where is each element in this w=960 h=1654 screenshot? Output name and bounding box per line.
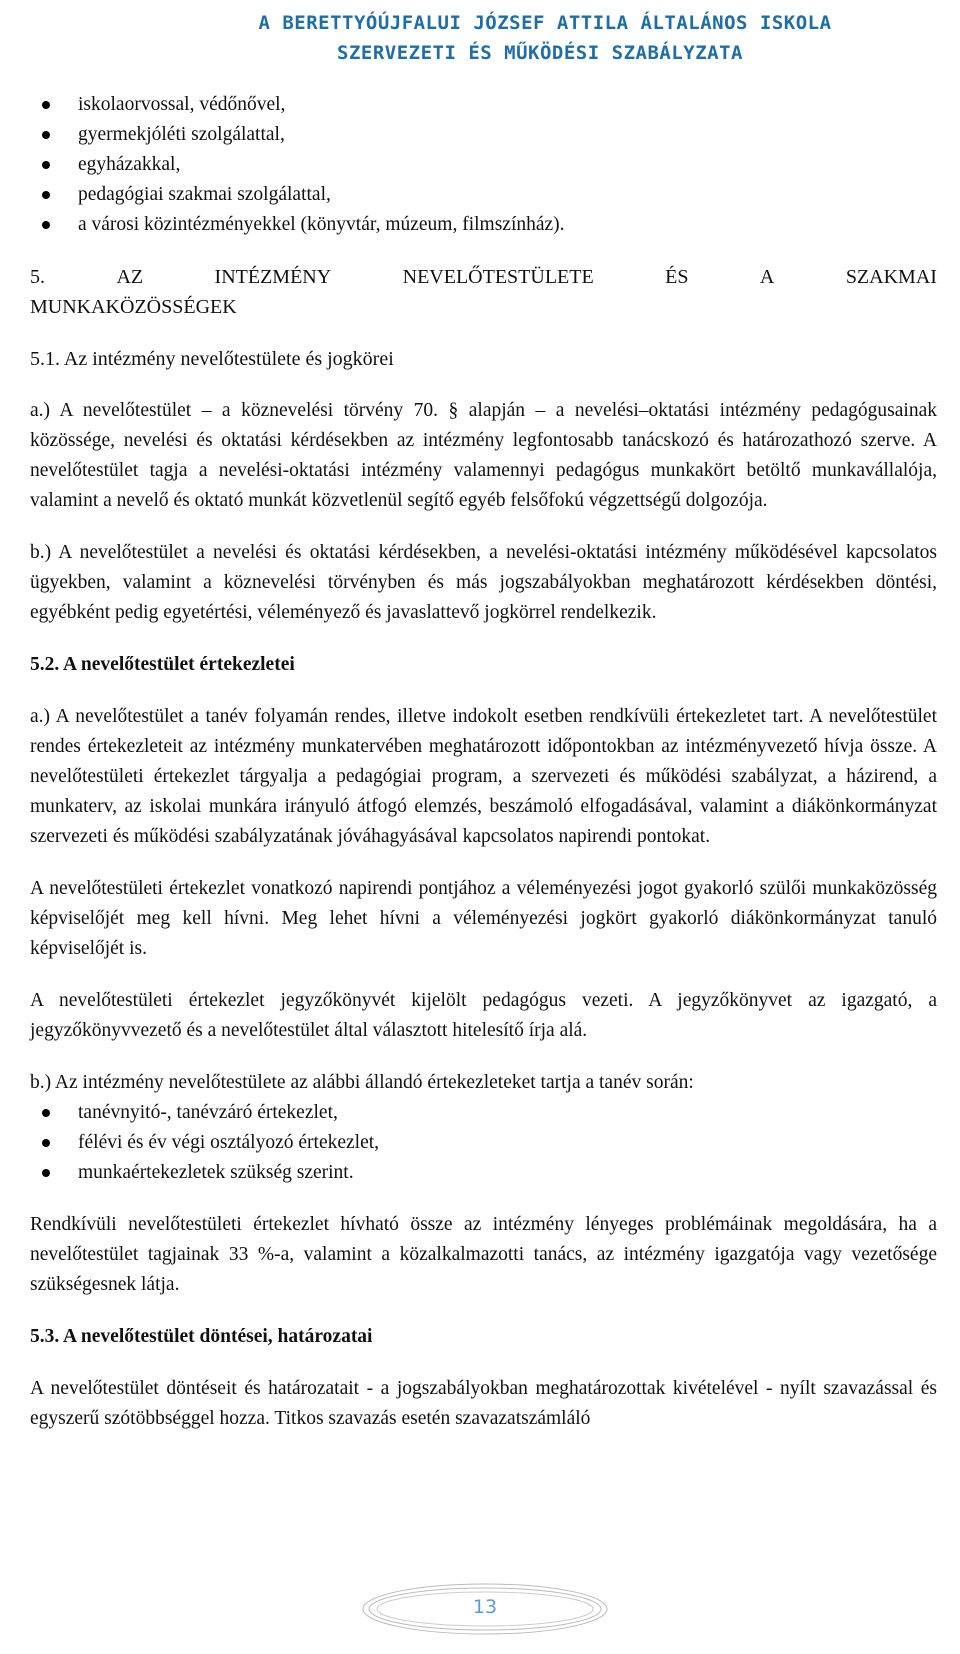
list-item: tanévnyitó-, tanévzáró értekezlet, bbox=[30, 1098, 937, 1128]
page-footer bbox=[360, 1580, 610, 1638]
page-number: 13 bbox=[472, 1596, 498, 1618]
section-5-2-paragraph-2: A nevelőtestületi értekezlet vonatkozó napirendi pontjához a véleményezési jogot gyakorló szülői munkaközösség képviselőjét meg kell hívni. Meg lehet hívni a véleményezési jogkört gyakorló diákönkormányzat tanuló képviselőjét is. bbox=[30, 878, 937, 959]
section-5-2-paragraph-3: A nevelőtestületi értekezlet jegyzőkönyvét kijelölt pedagógus vezeti. A jegyzőkönyvet az igazgató, a jegyzőkönyvvezető és a nevelőtestület által választott hitelesítő írja alá. bbox=[30, 990, 937, 1041]
section-5-1-title: 5.1. Az intézmény nevelőtestülete és jogkörei bbox=[30, 348, 394, 370]
section-5-1-paragraph-b: b.) A nevelőtestület a nevelési és oktatási kérdésekben, a nevelési-oktatási intézmény működésével kapcsolatos ügyekben, valamint a köznevelési törvényben és más jogszabályokban meghatározott kérdésekben döntési, egyébként pedig egyetértési, véleményező és javaslattevő jogkörrel rendelkezik. bbox=[30, 542, 937, 623]
section-5-2-paragraph-b: b.) Az intézmény nevelőtestülete az alábbi állandó értekezleteket tartja a tanév során: bbox=[30, 1072, 694, 1093]
list-item: iskolaorvossal, védőnővel, bbox=[30, 90, 937, 120]
section-5-3-paragraph-1: A nevelőtestület döntéseit és határozatait - a jogszabályokban meghatározottak kivételével - nyílt szavazással és egyszerű szótöbbséggel hozza. Titkos szavazás esetén szavazatszámláló bbox=[30, 1378, 937, 1429]
section-5-2-title: 5.2. A nevelőtestület értekezletei bbox=[30, 654, 295, 675]
list-item: gyermekjóléti szolgálattal, bbox=[30, 120, 937, 150]
section-5-2-paragraph-4: Rendkívüli nevelőtestületi értekezlet hívható össze az intézmény lényeges problémáinak megoldására, ha a nevelőtestület tagjainak 33 %-a, valamint a közalkalmazotti tanács, az intézmény igazgatója vagy vezetősége szükségesnek látja. bbox=[30, 1214, 937, 1295]
page-content bbox=[30, 90, 937, 1434]
header-school-name: A BERETTYÓÚJFALUI JÓZSEF ATTILA ÁLTALÁNOS ISKOLA bbox=[258, 12, 832, 34]
page-header bbox=[0, 8, 960, 68]
header-document-title: SZERVEZETI ÉS MŰKÖDÉSI SZABÁLYZATA bbox=[337, 42, 743, 64]
section-5-heading-line1: 5. AZ INTÉZMÉNY NEVELŐTESTÜLETE ÉS A SZAKMAI bbox=[30, 266, 937, 288]
section-5-2-paragraph-a: a.) A nevelőtestület a tanév folyamán rendes, illetve indokolt esetben rendkívüli értekezletet tart. A nevelőtestület rendes értekezleteit az intézmény munkatervében meghatározott időpontokban az intézményvezető hívja össze. A nevelőtestületi értekezlet tárgyalja a pedagógiai program, a szervezeti és működési szabályzat, a házirend, a munkaterv, az iskolai munkára irányuló átfogó elemzés, beszámoló elfogadásával, valamint a diákönkormányzat szervezeti és működési szabályzatának jóváhagyásával kapcsolatos napirendi pontokat. bbox=[30, 706, 937, 847]
section-5-3-title: 5.3. A nevelőtestület döntései, határozatai bbox=[30, 1326, 373, 1347]
list-item: egyházakkal, bbox=[30, 150, 937, 180]
section-5-heading-line2: MUNKAKÖZÖSSÉGEK bbox=[30, 296, 237, 318]
section-5-heading bbox=[30, 262, 937, 322]
list-item: pedagógiai szakmai szolgálattal, bbox=[30, 180, 937, 210]
section-5-1-paragraph-a: a.) A nevelőtestület – a köznevelési törvény 70. § alapján – a nevelési–oktatási intézmény pedagógusainak közössége, nevelési és oktatási kérdésekben az intézmény legfontosabb tanácskozó és határozathozó szerve. A nevelőtestület tagja a nevelési-oktatási intézmény valamennyi pedagógus munkakört betöltő munkavállalója, valamint a nevelő és oktató munkát közvetlenül segítő egyéb felsőfokú végzettségű dolgozója. bbox=[30, 400, 937, 511]
list-item: munkaértekezletek szükség szerint. bbox=[30, 1158, 937, 1188]
list-item: félévi és év végi osztályozó értekezlet, bbox=[30, 1128, 937, 1158]
partner-list bbox=[30, 90, 937, 240]
meeting-list bbox=[30, 1098, 937, 1188]
list-item: a városi közintézményekkel (könyvtár, múzeum, filmszínház). bbox=[30, 210, 937, 240]
